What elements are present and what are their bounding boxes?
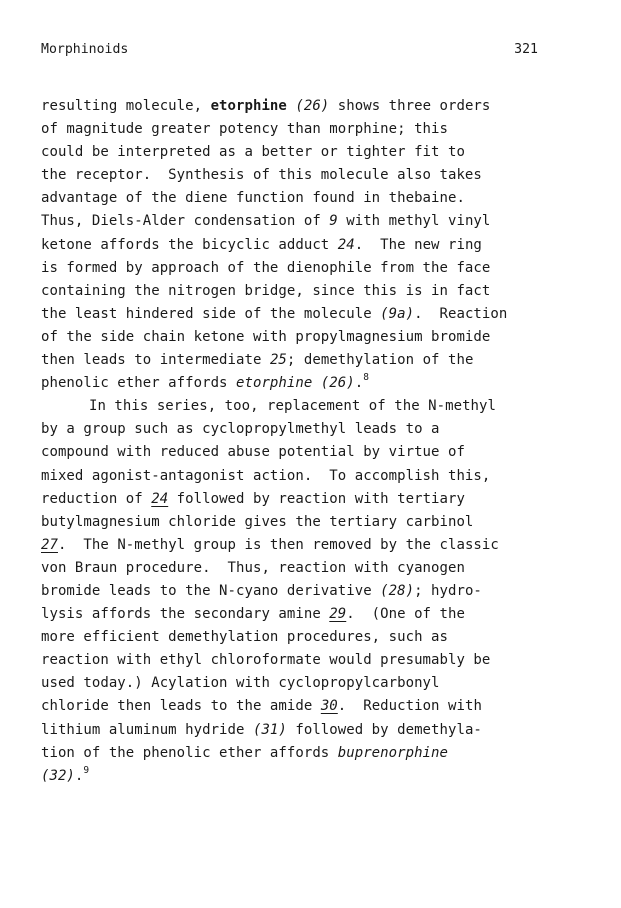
text-span: followed by demethyla- [286, 721, 482, 738]
text-line: more efficient demethylation procedures, such as [41, 629, 448, 646]
compound-number: (31) [252, 721, 287, 738]
footnote-reference: 9 [83, 764, 90, 776]
text-line: the receptor. Synthesis of this molecule also takes [41, 167, 482, 184]
text-line: could be interpreted as a better or tighter fit to [41, 144, 465, 161]
text-line [41, 234, 581, 257]
text-line [41, 95, 581, 118]
text-span: . [74, 767, 84, 784]
text-span: . (One of the [346, 606, 465, 623]
text-line [41, 349, 581, 372]
text-line: of the side chain ketone with propylmagnesium bromide [41, 328, 491, 345]
text-span: tion of the phenolic ether affords [41, 744, 338, 761]
text-line [41, 210, 581, 233]
paragraph-1 [41, 95, 581, 395]
text-line [41, 742, 581, 765]
text-span: phenolic ether affords [41, 375, 237, 392]
text-span: . Reaction [414, 305, 508, 322]
compound-number: (28) [380, 582, 415, 599]
text-span: then leads to intermediate [41, 352, 270, 369]
text-line: by a group such as cyclopropylmethyl leads to a [41, 421, 440, 438]
compound-number: 29 [329, 606, 347, 623]
text-span: the least hindered side of the molecule [41, 305, 381, 322]
text-span: bromide leads to the N-cyano derivative [41, 582, 381, 599]
text-line: butylmagnesium chloride gives the tertiary carbinol [41, 513, 474, 530]
text-span: lysis affords the secondary amine [41, 606, 330, 623]
text-line [41, 695, 581, 718]
text-span: ; demethylation of the [286, 352, 474, 369]
text-line: used today.) Acylation with cyclopropylcarbonyl [41, 675, 440, 692]
compound-name-etorphine: etorphine (26) [236, 375, 355, 392]
text-line [41, 488, 581, 511]
text-span: Thus, Diels-Alder condensation of [41, 213, 330, 230]
footnote-reference: 8 [363, 372, 369, 384]
text-line: containing the nitrogen bridge, since this is in fact [41, 282, 491, 299]
text-span: resulting molecule, [41, 98, 211, 114]
text-span: followed by reaction with tertiary [168, 490, 465, 507]
text-line: is formed by approach of the dienophile from the face [41, 259, 491, 276]
text-line [41, 303, 581, 326]
compound-number: 27 [41, 536, 58, 553]
text-line: von Braun procedure. Thus, reaction with cyanogen [41, 559, 465, 576]
compound-number: 24 [337, 236, 355, 253]
text-line [41, 580, 581, 603]
text-line: of magnitude greater potency than morphine; this [41, 121, 448, 138]
text-line: mixed agonist-antagonist action. To accomplish this, [41, 467, 491, 484]
text-span: shows three orders [329, 98, 491, 114]
text-line: compound with reduced abuse potential by virtue of [41, 444, 465, 461]
compound-number: 24 [151, 490, 169, 507]
page-number: 321 [514, 42, 538, 57]
text-span: . [354, 375, 364, 392]
text-line [41, 603, 581, 626]
compound-name-buprenorphine: buprenorphine [337, 744, 448, 761]
text-span: ; hydro- [414, 582, 482, 599]
compound-number: (26) [295, 98, 330, 114]
text-span: . The new ring [354, 236, 482, 253]
paragraph-2 [41, 395, 581, 788]
text-line [41, 534, 581, 557]
text-line [41, 719, 581, 742]
compound-number: 30 [320, 698, 338, 715]
compound-number: 25 [269, 352, 287, 369]
compound-number: (9a) [380, 305, 415, 322]
text-span: reduction of [41, 490, 152, 507]
compound-name-etorphine: etorphine [210, 98, 287, 114]
text-line [41, 765, 581, 788]
text-span: . Reduction with [337, 698, 482, 715]
body-text [41, 95, 581, 788]
compound-number: (32) [41, 767, 75, 784]
text-span: with methyl vinyl [337, 213, 491, 230]
running-head [41, 42, 541, 62]
text-span: lithium aluminum hydride [41, 721, 253, 738]
text-line: In this series, too, replacement of the N-methyl [89, 398, 496, 415]
text-line: reaction with ethyl chloroformate would presumably be [41, 652, 491, 669]
text-line [41, 372, 581, 395]
running-title: Morphinoids [41, 42, 129, 57]
text-span: ketone affords the bicyclic adduct [41, 236, 338, 253]
text-span: . The N-methyl group is then removed by the classic [57, 536, 499, 553]
compound-number: 9 [329, 213, 338, 230]
text-span: chloride then leads to the amide [41, 698, 321, 715]
text-line: advantage of the diene function found in thebaine. [41, 190, 465, 207]
